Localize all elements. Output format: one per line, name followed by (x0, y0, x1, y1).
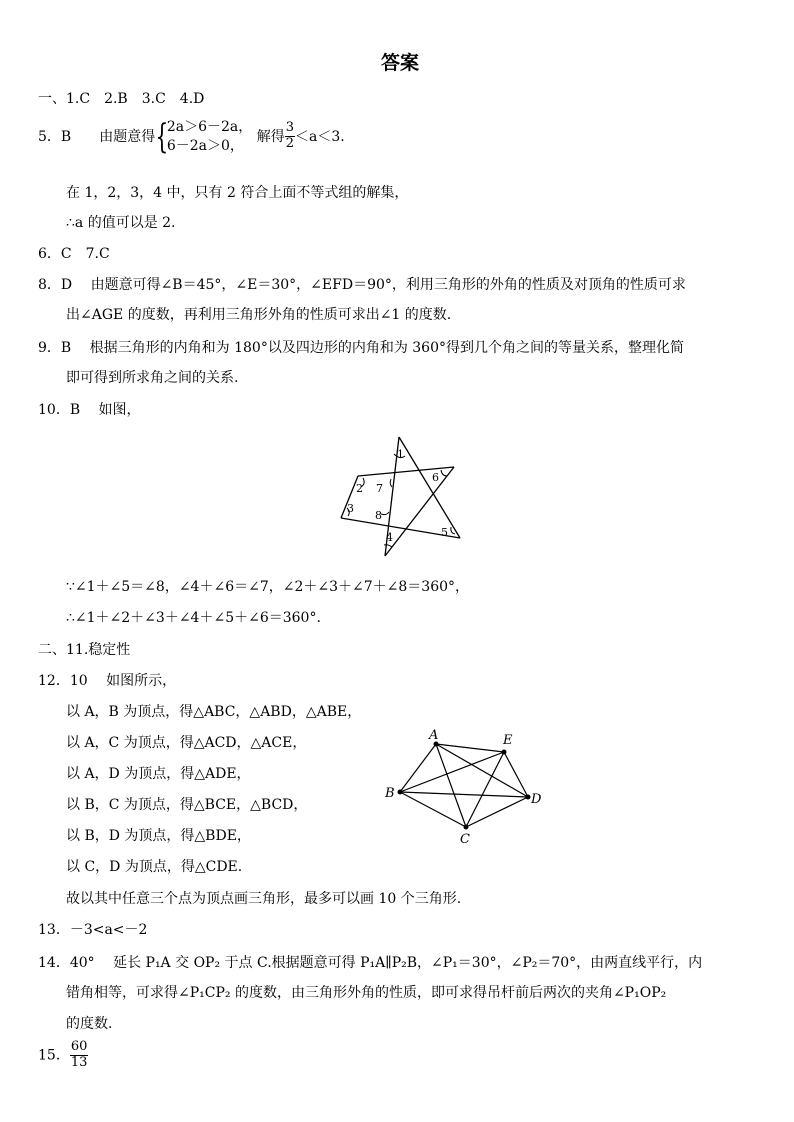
answer-5-text-c: ∴a 的值可以是 2. (66, 215, 176, 231)
angle-label-6: 6 (432, 471, 439, 484)
fraction-3-2: $\frac{3}{2}$ (285, 120, 294, 152)
star-angle-labels (347, 448, 448, 544)
answer-10-c: ∴∠1＋∠2＋∠3＋∠4＋∠5＋∠6＝360°. (66, 610, 321, 626)
brace-icon: { (155, 116, 169, 157)
answer-5-text-b: 在 1，2，3，4 中，只有 2 符合上面不等式组的解集， (66, 185, 409, 201)
answer-line-5 (38, 118, 345, 156)
pentagon-figure (380, 728, 560, 848)
answer-12-d: 以 B，C 为顶点，得△BCE，△BCD， (66, 797, 308, 813)
vertex-label-D: D (531, 792, 542, 807)
vertex-label-C: C (460, 832, 470, 847)
answer-12-g: 故以其中任意三个点为顶点画三角形，最多可以画 10 个三角形. (66, 891, 462, 907)
fraction-60-13: $\frac{60}{13}$ (70, 1039, 88, 1070)
answer-5-solve: 解得 (256, 128, 285, 145)
angle-label-2: 2 (356, 482, 363, 495)
angle-label-8: 8 (375, 509, 382, 522)
answer-12-f: 以 C，D 为顶点，得△CDE. (66, 859, 243, 875)
vertex-B (398, 790, 403, 795)
answer-12-b: 以 A，C 为顶点，得△ACD，△ACE， (66, 735, 307, 751)
angle-label-5: 5 (441, 526, 448, 539)
answer-5-end: ＜a＜3. (295, 128, 345, 145)
inequality-system: 2a＞6－2a， 6－2a＞0， (166, 119, 253, 154)
page-title: 答案 (381, 52, 420, 74)
vertex-label-A: A (429, 728, 439, 743)
answer-15: 15． $\frac{60}{13}$ (38, 1039, 88, 1070)
answer-8-a: 8．D 由题意可得∠B＝45°，∠E＝30°，∠EFD＝90°，利用三角形的外角的性质及对顶角的性质可求 (38, 277, 686, 293)
answer-line-11: 二、11.稳定性 (38, 642, 131, 658)
answer-12: 12．10 如图所示， (38, 673, 177, 689)
answer-12-c: 以 A，D 为顶点，得△ADE， (66, 766, 251, 782)
answer-5-label: 5．B 由题意得 (38, 128, 156, 145)
vertex-label-E: E (503, 733, 513, 748)
angle-label-4: 4 (386, 531, 393, 544)
answer-line-6: 6．C 7.C (38, 246, 110, 262)
answer-14-b: 错角相等，可求得∠P₁CP₂ 的度数，由三角形外角的性质，即可求得吊杆前后两次的夹角∠P₁OP₂ (66, 985, 667, 1001)
star-figure (336, 432, 466, 562)
answer-line-1: 一、1.C 2.B 3.C 4.D (38, 91, 205, 107)
vertex-C (464, 825, 469, 830)
answer-9-b: 即可得到所求角之间的关系. (66, 370, 239, 386)
vertex-E (502, 750, 507, 755)
answer-14-a: 14．40° 延长 P₁A 交 OP₂ 于点 C.根据题意可得 P₁A∥P₂B，∠P₁＝30°，∠P₂＝70°，由两直线平行，内 (38, 955, 703, 971)
star-line (358, 467, 454, 476)
angle-label-3: 3 (347, 502, 354, 515)
answer-14-c: 的度数. (66, 1016, 113, 1032)
answer-10: 10．B 如图， (38, 402, 141, 418)
angle-label-1: 1 (397, 448, 404, 461)
answer-12-a: 以 A，B 为顶点，得△ABC，△ABD，△ABE， (66, 704, 362, 720)
vertex-D (526, 795, 531, 800)
answer-9-a: 9．B 根据三角形的内角和为 180°以及四边形的内角和为 360°得到几个角之间的等量关系，整理化简 (38, 340, 684, 356)
answer-13: 13．－3<a<－2 (38, 922, 148, 938)
answer-8-b: 出∠AGE 的度数，再利用三角形外角的性质可求出∠1 的度数. (66, 307, 452, 323)
star-line (399, 437, 460, 538)
vertex-label-B: B (385, 786, 395, 801)
answer-10-b: ∵∠1＋∠5＝∠8，∠4＋∠6＝∠7，∠2＋∠3＋∠7＋∠8＝360°， (66, 579, 470, 595)
angle-label-7: 7 (376, 482, 383, 495)
answer-12-e: 以 B，D 为顶点，得△BDE， (66, 828, 251, 844)
